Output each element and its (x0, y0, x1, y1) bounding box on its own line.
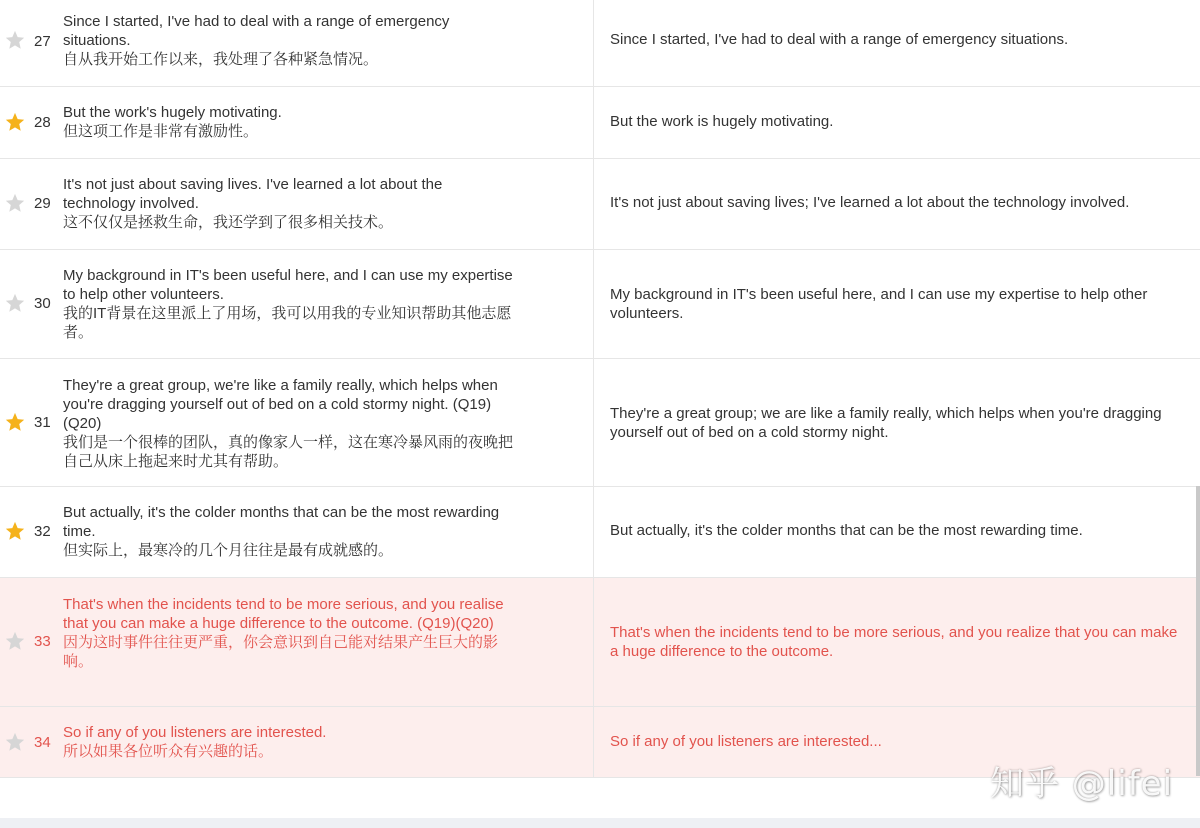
table-row (0, 578, 1200, 707)
table-row (0, 87, 1200, 159)
column-divider (593, 159, 594, 249)
table-row (0, 0, 1200, 87)
star-icon[interactable] (4, 630, 26, 652)
star-icon[interactable] (4, 520, 26, 542)
column-divider (593, 578, 594, 706)
table-row (0, 359, 1200, 487)
column-divider (593, 0, 594, 86)
target-text[interactable]: It's not just about saving lives; I've learned a lot about the technology involved. (610, 194, 1130, 211)
star-icon[interactable] (4, 292, 26, 314)
source-text[interactable] (63, 503, 513, 560)
source-chinese: 这不仅仅是拯救生命，我还学到了很多相关技术。 (63, 214, 394, 231)
star-icon[interactable] (4, 111, 26, 133)
source-text[interactable] (63, 723, 513, 761)
source-chinese: 因为这时事件往往更严重，你会意识到自己能对结果产生巨大的影响。 (63, 634, 499, 670)
row-number: 31 (34, 414, 51, 431)
star-icon[interactable] (4, 731, 26, 753)
source-chinese: 我的IT背景在这里派上了用场，我可以用我的专业知识帮助其他志愿者。 (63, 305, 512, 341)
table-row (0, 250, 1200, 359)
column-divider (593, 487, 594, 577)
column-divider (593, 359, 594, 486)
source-english: That's when the incidents tend to be more serious, and you realise that you can make a huge difference to the outcome. (Q19)(Q20) (63, 596, 504, 632)
target-text[interactable]: That's when the incidents tend to be more serious, and you realize that you can make a huge difference to the outcome. (610, 624, 1178, 660)
column-divider (593, 707, 594, 777)
source-english: Since I started, I've had to deal with a range of emergency situations. (63, 13, 450, 49)
source-english: So if any of you listeners are interested. (63, 724, 327, 741)
scrollbar[interactable] (1196, 486, 1200, 776)
row-number: 32 (34, 523, 51, 540)
target-text[interactable]: My background in IT's been useful here, and I can use my expertise to help other volunteers. (610, 286, 1148, 322)
target-text[interactable]: Since I started, I've had to deal with a range of emergency situations. (610, 31, 1069, 48)
source-text[interactable] (63, 266, 513, 342)
star-icon[interactable] (4, 411, 26, 433)
watermark-text: 知乎 @lifei (990, 764, 1174, 804)
source-text[interactable] (63, 103, 513, 141)
bottom-bar (0, 818, 1200, 828)
column-divider (593, 250, 594, 358)
row-number: 30 (34, 295, 51, 312)
source-chinese: 自从我开始工作以来，我处理了各种紧急情况。 (63, 51, 379, 68)
table-row (0, 159, 1200, 250)
source-text[interactable] (63, 376, 513, 471)
star-icon[interactable] (4, 29, 26, 51)
source-chinese: 但这项工作是非常有激励性。 (63, 123, 259, 140)
source-text[interactable] (63, 595, 513, 671)
table-row (0, 487, 1200, 578)
source-chinese: 我们是一个很棒的团队，真的像家人一样，这在寒冷暴风雨的夜晚把自己从床上拖起来时尤其有帮助。 (63, 434, 514, 470)
row-number: 28 (34, 114, 51, 131)
source-english: They're a great group, we're like a family really, which helps when you're dragging yourself out of bed on a cold stormy night. (Q19)(Q20) (63, 377, 498, 432)
target-text[interactable]: So if any of you listeners are interested... (610, 733, 882, 750)
source-text[interactable] (63, 12, 513, 69)
source-chinese: 所以如果各位听众有兴趣的话。 (63, 743, 274, 760)
column-divider (593, 87, 594, 158)
star-icon[interactable] (4, 192, 26, 214)
source-text[interactable] (63, 175, 513, 232)
source-english: It's not just about saving lives. I've learned a lot about the technology involved. (63, 176, 443, 212)
target-text[interactable]: They're a great group; we are like a family really, which helps when you're dragging yourself out of bed on a cold stormy night. (610, 405, 1162, 441)
source-english: But the work's hugely motivating. (63, 104, 282, 121)
row-number: 27 (34, 33, 51, 50)
source-english: My background in IT's been useful here, and I can use my expertise to help other volunteers. (63, 267, 513, 303)
target-text[interactable]: But actually, it's the colder months that can be the most rewarding time. (610, 522, 1083, 539)
source-chinese: 但实际上，最寒冷的几个月往往是最有成就感的。 (63, 542, 394, 559)
row-number: 33 (34, 633, 51, 650)
row-number: 29 (34, 195, 51, 212)
row-number: 34 (34, 734, 51, 751)
source-english: But actually, it's the colder months that can be the most rewarding time. (63, 504, 500, 540)
target-text[interactable]: But the work is hugely motivating. (610, 113, 834, 130)
